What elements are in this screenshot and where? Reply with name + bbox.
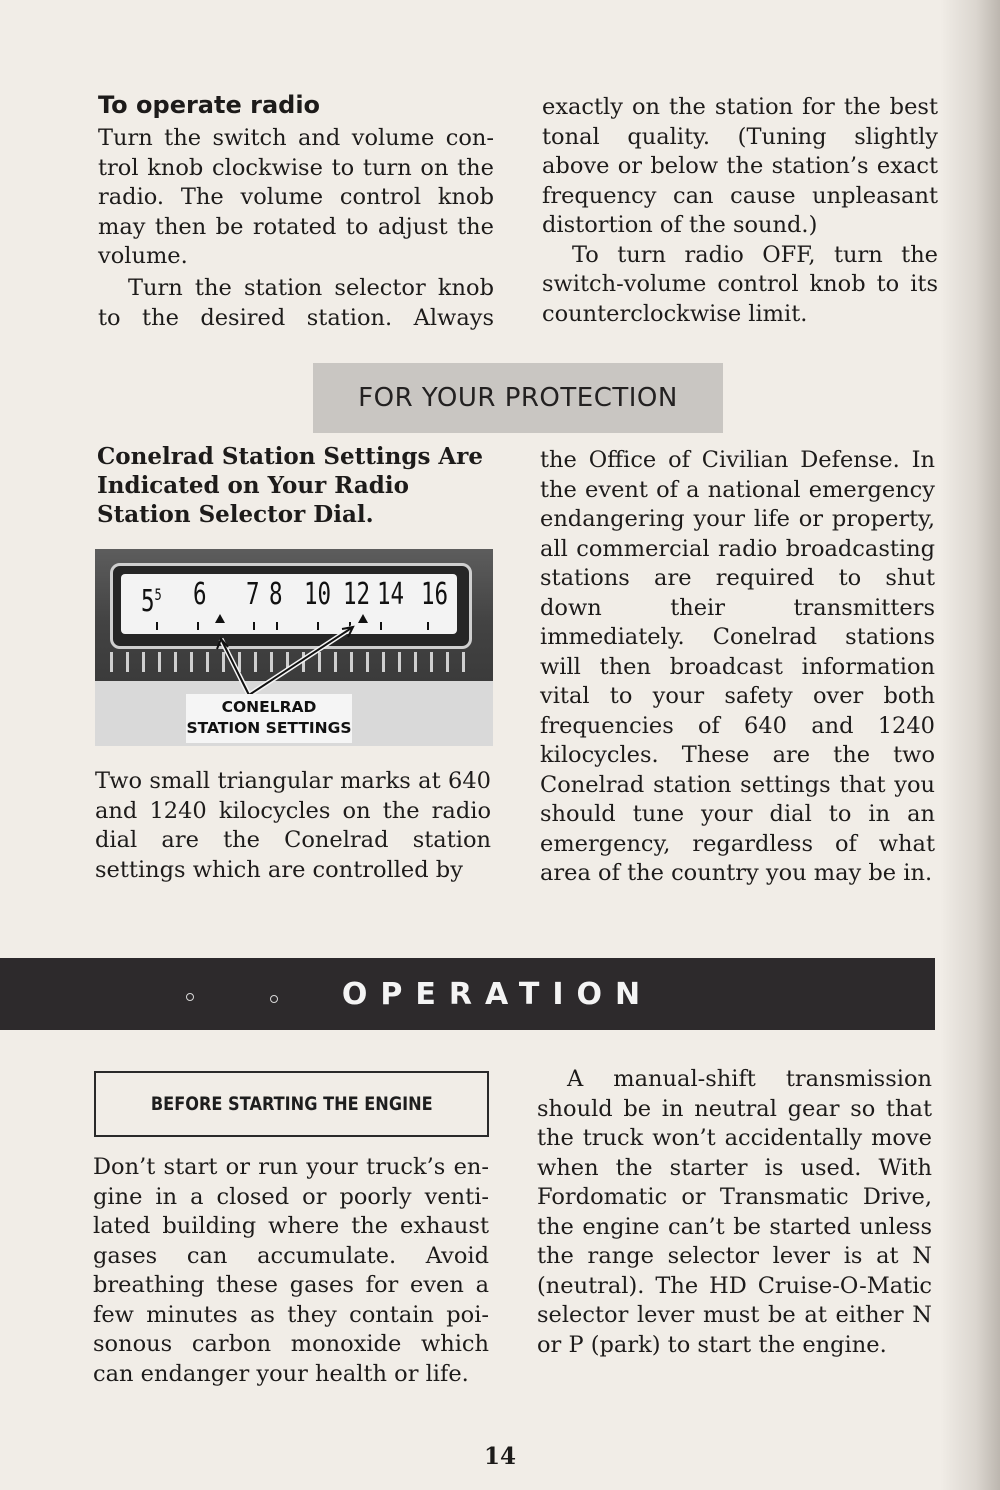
page-number: 14 — [483, 1443, 516, 1470]
conelrad-label-line-1: CONELRAD — [221, 698, 317, 716]
conelrad-heading: Conelrad Station Settings Are Indicated on Your Radio Station Selector Dial. — [97, 443, 484, 528]
radio-paragraph-2: Turn the station selector knob to the desired station. Always — [98, 275, 494, 331]
dial-number: 10 — [304, 577, 332, 612]
conelrad-right-text — [540, 446, 935, 889]
dial-number: 12 — [343, 577, 371, 612]
conelrad-label — [186, 694, 352, 743]
dial-number: 8 — [269, 577, 283, 612]
radio-paragraph-3: To turn radio OFF, turn the switch-volume control knob to its counterclockwise limit. — [542, 241, 938, 327]
operation-title: OPERATION — [341, 976, 654, 1012]
protection-banner: FOR YOUR PROTECTION — [313, 363, 723, 433]
conelrad-label-line-2: STATION SETTINGS — [186, 719, 352, 737]
dial-number: 6 — [193, 577, 207, 612]
radio-dial-illustration — [95, 549, 493, 746]
dial-number: 14 — [377, 577, 405, 612]
radio-left-column — [98, 90, 494, 272]
engine-paragraph-right: A manual-shift transmission should be in neutral gear so that the truck won’t accidentally move when the starter is used. With Fordomatic or Transmatic Drive, the engine can’t be started unless the range selector lever is at N (neutral). The HD Cruise-O-Matic selector lever must be at either N or P (park) to start the engine. — [537, 1066, 932, 1358]
page-edge-shadow — [940, 0, 1000, 1490]
radio-paragraph-1: Turn the switch and volume control knob clockwise to turn on the radio. The volume control knob may then be rotated to adjust the volume. — [98, 125, 494, 269]
operation-banner — [0, 958, 935, 1030]
engine-right-text — [537, 1065, 932, 1360]
before-starting-heading: BEFORE STARTING THE ENGINE — [150, 1093, 433, 1115]
conelrad-paragraph-right: the Office of Civilian Defense. In the event of a national emergency endangering your life or property, all commercial radio broadcasting stations are required to shut down their transmitters immediately. Conelrad stations will then broadcast information vital to your safety over both frequencies of 640 and 1240 kilocycles. These are the two Conelrad station settings that you should tune your dial to in an emergency, regardless of what area of the country you may be in. — [540, 447, 935, 886]
radio-paragraph-2-continued: exactly on the station for the best tonal quality. (Tuning slightly above or below the station’s exact frequency can cause unpleasant distortion of the sound.) — [542, 94, 938, 238]
engine-paragraph-left: Don’t start or run your truck’s engine in a closed or poorly ventilated building where the exhaust gases can accumulate. Avoid breathing these gases for even a few minutes as they contain poisonous carbon monoxide which can endanger your health or life. — [93, 1154, 489, 1387]
conelrad-left-column — [97, 442, 493, 529]
radio-right-column — [542, 93, 938, 329]
radio-heading: To operate radio — [98, 91, 321, 119]
decorative-dot — [270, 995, 278, 1003]
decorative-dot — [186, 993, 194, 1001]
dial-number: 7 — [246, 577, 260, 612]
before-starting-box — [94, 1071, 489, 1137]
engine-left-text — [93, 1153, 489, 1389]
conelrad-paragraph-left: Two small triangular marks at 640 and 1240 kilocycles on the radio dial are the Conelrad station settings which are controlled by — [95, 768, 491, 883]
dial-number: 16 — [421, 577, 449, 612]
radio-para2-left — [98, 274, 494, 333]
dial-number: $5^5$ — [141, 584, 162, 619]
conelrad-left-text — [95, 767, 491, 885]
